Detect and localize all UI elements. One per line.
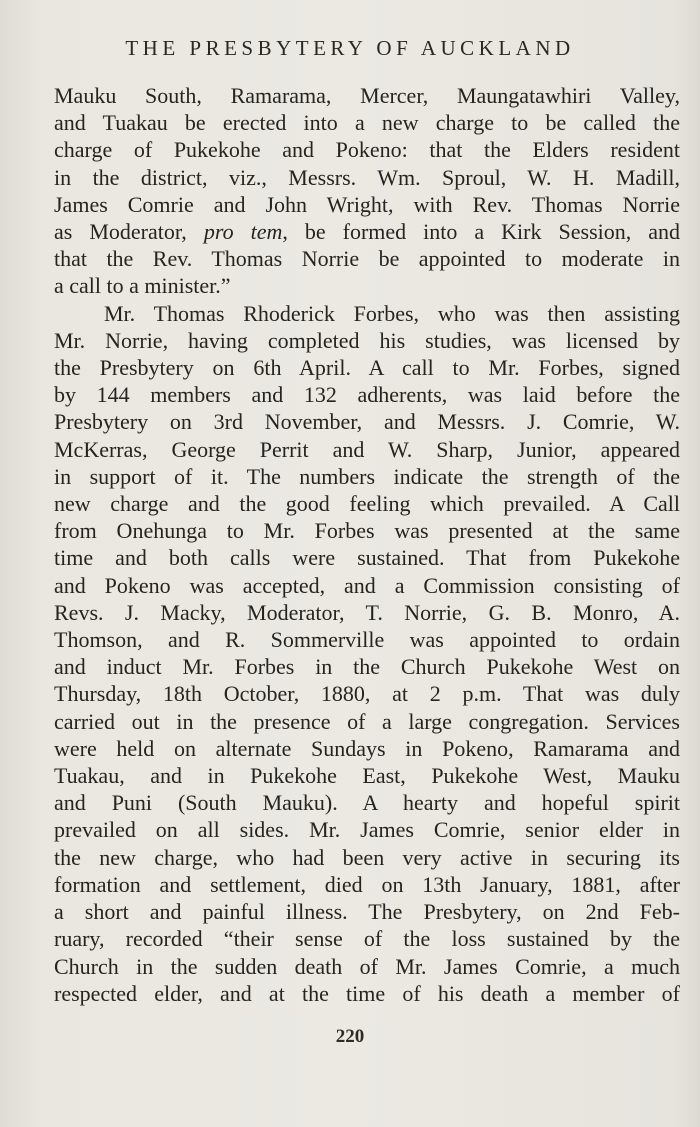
text-line: Presbytery on 3rd November, and Messrs. J. Comrie, W. — [54, 409, 680, 435]
text-line: Mr. Norrie, having completed his studies, was licensed by — [54, 327, 680, 353]
text-line: Thomson, and R. Sommerville was appointed to ordain — [54, 627, 680, 653]
text-line: formation and settlement, died on 13th January, 1881, after — [54, 871, 680, 897]
text-line: McKerras, George Perrit and W. Sharp, Junior, appeared — [54, 436, 680, 462]
running-head: THE PRESBYTERY OF AUCKLAND — [125, 36, 575, 60]
text-line: the Presbytery on 6th April. A call to Mr. Forbes, signed — [54, 355, 680, 381]
text-line: Revs. J. Macky, Moderator, T. Norrie, G. B. Monro, A. — [54, 599, 680, 625]
text-line: carried out in the presence of a large congregation. Services — [54, 708, 680, 734]
text-line: were held on alternate Sundays in Pokeno, Ramarama and — [54, 735, 680, 761]
text-line: James Comrie and John Wright, with Rev. Thomas Norrie — [54, 191, 680, 217]
text-line: and Pokeno was accepted, and a Commission consisting of — [54, 572, 680, 598]
text-line: ruary, recorded “their sense of the loss sustained by the — [54, 926, 680, 952]
text-line: Thursday, 18th October, 1880, at 2 p.m. That was duly — [54, 681, 680, 707]
text-line: in the district, viz., Messrs. Wm. Sproul, W. H. Madill, — [54, 164, 680, 190]
page-number: 220 — [335, 1026, 365, 1047]
body-text — [54, 82, 680, 1007]
text-line: as Moderator, pro tem, be formed into a Kirk Session, and — [54, 219, 681, 245]
text-line: time and both calls were sustained. That from Pukekohe — [54, 545, 680, 571]
text-line: and induct Mr. Forbes in the Church Pukekohe West on — [54, 654, 680, 680]
text-line: and Tuakau be erected into a new charge to be called the — [54, 110, 680, 136]
text-line: Tuakau, and in Pukekohe East, Pukekohe West, Mauku — [54, 763, 680, 789]
text-line: in support of it. The numbers indicate the strength of the — [54, 463, 680, 489]
text-line: the new charge, who had been very active in securing its — [54, 844, 680, 870]
text-line: Mauku South, Ramarama, Mercer, Maungatawhiri Valley, — [54, 83, 680, 108]
text-line: respected elder, and at the time of his death a member of — [54, 980, 680, 1006]
paragraph-2 — [54, 300, 680, 1007]
text-line: new charge and the good feeling which prevailed. A Call — [54, 491, 680, 517]
text-line: that the Rev. Thomas Norrie be appointed to moderate in — [54, 246, 680, 272]
text-line: prevailed on all sides. Mr. James Comrie, senior elder in — [54, 817, 680, 843]
text-line: Church in the sudden death of Mr. James Comrie, a much — [54, 953, 680, 979]
text-line: from Onehunga to Mr. Forbes was presented at the same — [54, 518, 680, 544]
text-line: a short and painful illness. The Presbytery, on 2nd Feb- — [54, 899, 680, 925]
text-line: Mr. Thomas Rhoderick Forbes, who was then assisting — [104, 300, 680, 326]
text-line: charge of Pukekohe and Pokeno: that the Elders resident — [54, 137, 680, 163]
paragraph-1 — [54, 82, 680, 300]
text-line: by 144 members and 132 adherents, was laid before the — [54, 382, 680, 408]
text-line: and Puni (South Mauku). A hearty and hopeful spirit — [54, 790, 680, 816]
text-line: a call to a minister.” — [54, 273, 231, 299]
